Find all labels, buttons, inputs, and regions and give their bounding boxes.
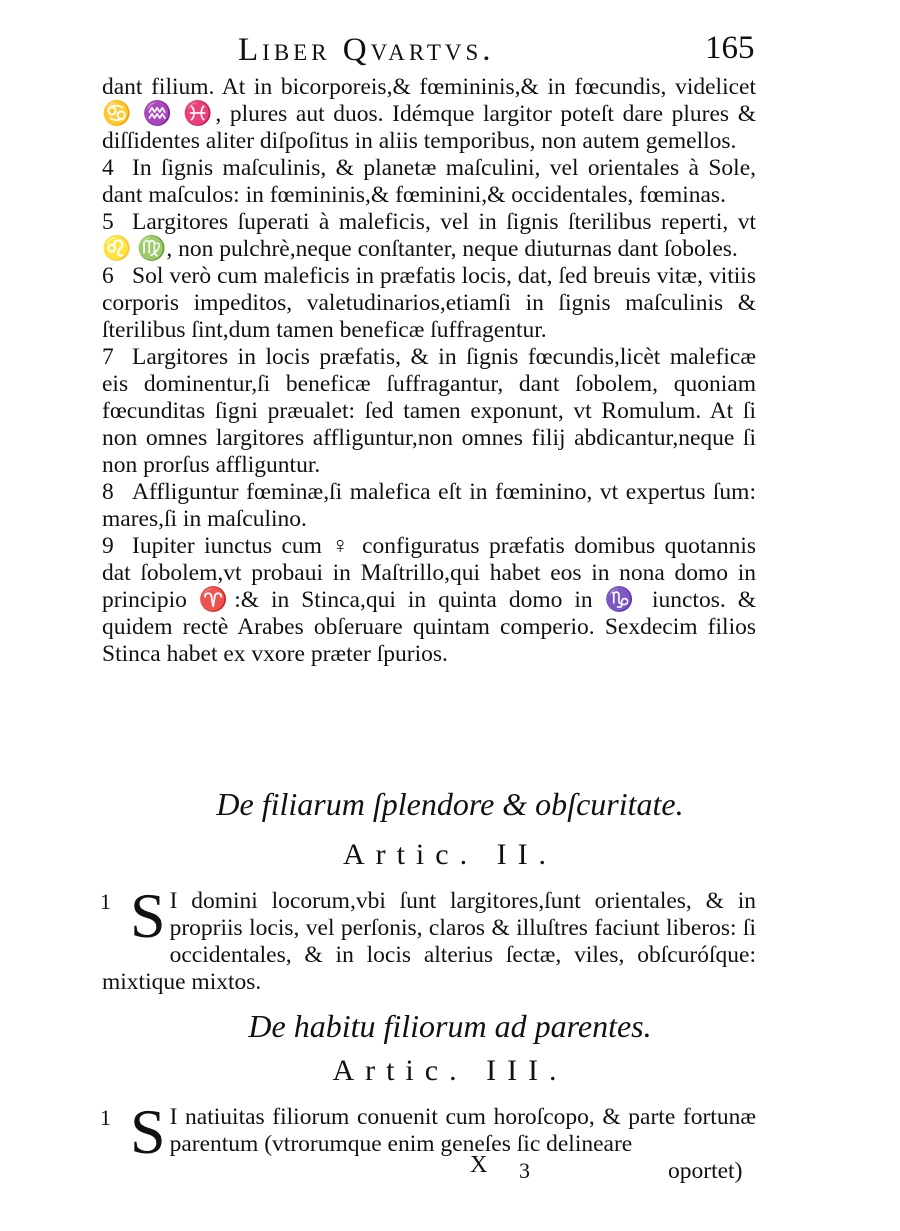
paragraph-8 <box>102 479 756 533</box>
drop-cap: S <box>130 1096 166 1167</box>
signature-mark: X <box>470 1152 488 1178</box>
paragraph-5 <box>102 209 756 263</box>
paragraph-text: Largitores ſuperati à maleficis, vel in ſignis ſterilibus reperti, vt ♌ ♍, non pulchrè,neque conſtanter, neque diuturnas dant ſoboles. <box>102 209 756 262</box>
paragraph-text: Affliguntur fœminæ,ſi malefica eſt in fœminino, vt expertus ſum: mares,ſi in maſculino. <box>102 479 756 532</box>
main-text <box>102 74 756 668</box>
paragraph-number: 7 <box>102 344 114 370</box>
paragraph-number: 1 <box>100 889 111 914</box>
page-header <box>0 30 900 74</box>
paragraph-6 <box>102 263 756 344</box>
article-2-label: Artic. II. <box>342 838 558 871</box>
drop-cap: S <box>130 880 166 951</box>
paragraph-number: 6 <box>102 263 114 289</box>
article-3-body <box>100 1096 756 1167</box>
paragraph-9 <box>102 533 756 668</box>
paragraph-text: I domini locorum,vbi ſunt largitores,ſunt orientales, & in propriis locis, vel perſonis, claros & illuſtres faciunt liberos: ſi occidentales, & in locis alterius ſectæ, viles, obſcuróſque: mixtique mixtos. <box>102 888 756 995</box>
signature-number: 3 <box>519 1158 530 1183</box>
article-3-label: Artic. III. <box>332 1054 568 1087</box>
paragraph-text: dant filium. At in bicorporeis,& fœmininis,& in fœcundis, videlicet ♋ ♒ ♓, plures aut duos. Idémque largitor poteſt dare plures & diſſidentes aliter diſpoſitus in aliis temporibus, non autem gemellos. <box>102 74 756 154</box>
paragraph-number: 4 <box>102 155 114 181</box>
paragraph-number: 1 <box>100 1105 111 1130</box>
paragraph-text: Iupiter iunctus cum ♀ configuratus præfatis domibus quotannis dat ſobolem,vt probaui in Maſtrillo,qui habet eos in nona domo in principio ♈:& in Stinca,qui in quinta domo in ♑ iunctos. & quidem rectè Arabes obſeruare quintam comperio. Sexdecim filios Stinca habet ex vxore præter ſpurios. <box>102 533 756 667</box>
paragraph-number: 5 <box>102 209 114 235</box>
article-2-title: De filiarum ſplendore & obſcuritate. <box>216 786 684 822</box>
paragraph-number: 9 <box>102 533 114 559</box>
paragraph-number: 8 <box>102 479 114 505</box>
article-3-title: De habitu filiorum ad parentes. <box>248 1008 652 1044</box>
paragraph-text: Largitores in locis præfatis, & in ſignis fœcundis,licèt maleficæ eis dominentur,ſi beneficæ ſuffragantur, dant ſobolem, quoniam fœcunditas ſigni præualet: ſed tamen exponunt, vt Romulum. At ſi non omnes largitores affliguntur,non omnes filij abdicantur,neque ſi non prorſus affliguntur. <box>102 344 756 478</box>
paragraph-continuation <box>102 74 756 155</box>
paragraph-text: Sol verò cum maleficis in præfatis locis, dat, ſed breuis vitæ, vitiis corporis impeditos, valetudinarios,etiamſi in ſignis maſculinis & ſterilibus ſint,dum tamen beneficæ ſuffragentur. <box>102 263 756 343</box>
paragraph-7 <box>102 344 756 479</box>
catchword: oportet) <box>668 1158 743 1184</box>
paragraph-4 <box>102 155 756 209</box>
paragraph-text: In ſignis maſculinis, & planetæ maſculini, vel orientales à Sole, dant maſculos: in fœmininis,& fœminini,& occidentales, fœminas. <box>102 155 756 208</box>
paragraph-text: I natiuitas filiorum conuenit cum horoſcopo, & parte fortunæ parentum (vtrorumque enim geneſes ſic delineare <box>169 1104 756 1157</box>
running-title: Liber Qvartvs. <box>238 32 495 68</box>
article-2-body <box>100 880 756 996</box>
page-number: 165 <box>705 30 755 66</box>
